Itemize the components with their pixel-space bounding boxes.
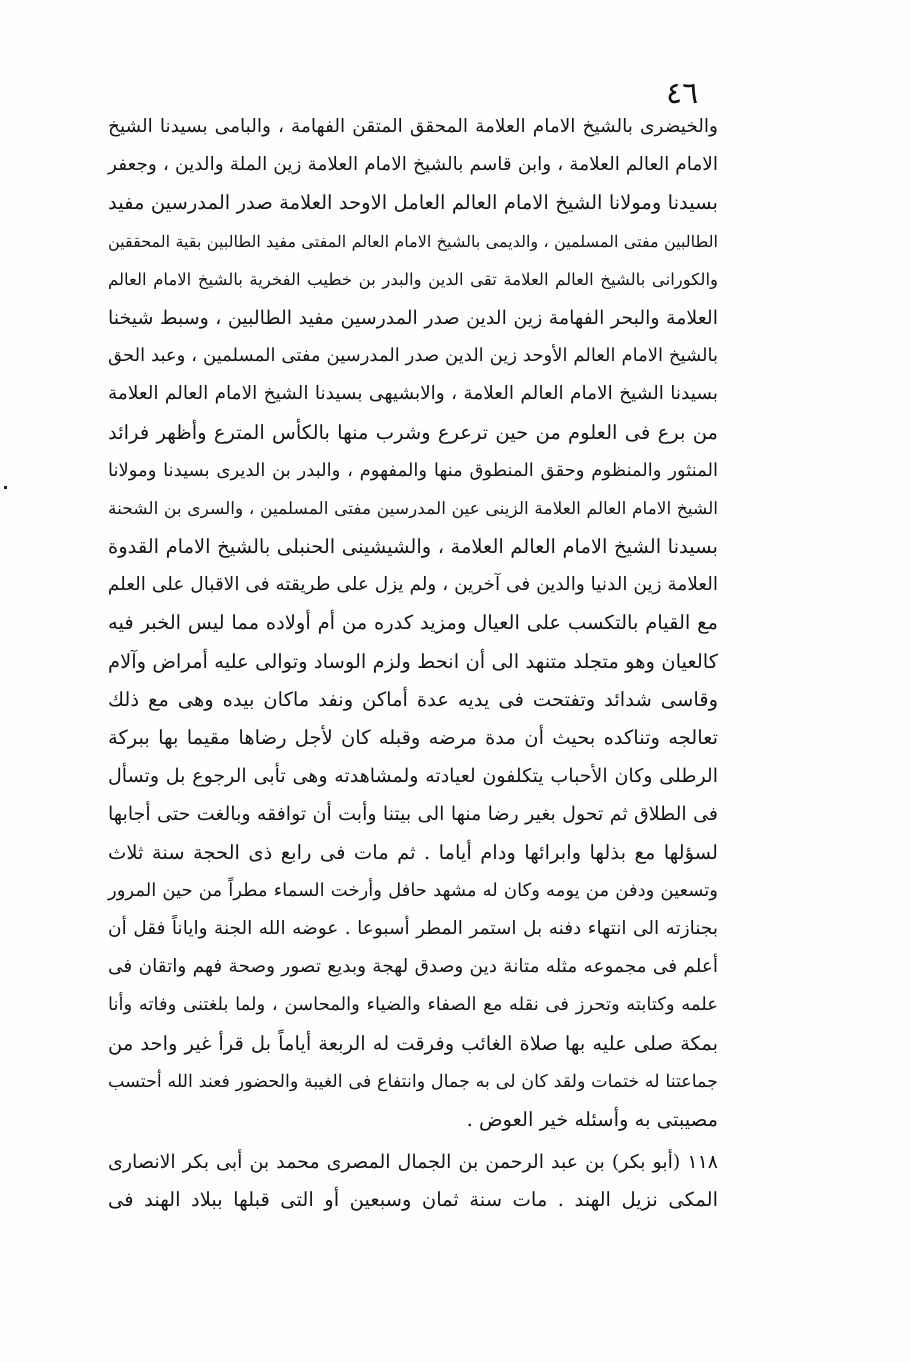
text-line: المنثور والمنظوم وحقق المنطوق منها والمفهوم ، والبدر بن الديرى بسيدنا ومولانا <box>108 459 718 481</box>
text-line: كالعيان وهو متجلد متنهد الى أن انحط ولزم الوساد وتوالى عليه أمراض وآلام <box>108 649 718 673</box>
text-line: الطالبين مفتى المسلمين ، والديمى بالشيخ الامام العالم المفتى مفيد الطالبين بقية المحققين <box>108 231 718 251</box>
text-line: العلامة والبحر الفهامة زين الدين صدر المدرسين مفيد الطالبين ، وسبط شيخنا <box>108 306 718 329</box>
text-line: تعالجه وتناكده بحيث أن مدة مرضه وقبله كان لأجل رضاها مقيما بها ببركة <box>108 726 718 749</box>
text-line: المكى نزيل الهند . مات سنة ثمان وسبعين أو التى قبلها ببلاد الهند فى <box>108 1188 718 1212</box>
text-line: لسؤلها مع بذلها وابرائها ودام أياما . ثم مات فى رابع ذى الحجة سنة ثلاث <box>108 840 718 864</box>
text-line: بالشيخ الامام العالم الأوحد زين الدين صدر المدرسين مفتى المسلمين ، وعبد الحق <box>108 345 718 367</box>
text-line: والكورانى بالشيخ العالم العلامة تقى الدين والبدر بن خطيب الفخرية بالشيخ الامام العالم <box>108 269 718 289</box>
text-line: وقاسى شدائد وتفتحت فى يديه عدة أماكن ونفد ماكان بيده وهى مع ذلك <box>108 687 718 711</box>
text-line: بسيدنا ومولانا الشيخ الامام العالم العامل الاوحد العلامة صدر المدرسين مفيد <box>108 191 718 215</box>
entry-heading-line: ١١٨ (أبو بكر) بن عبد الرحمن بن الجمال المصرى محمد بن أبى بكر الانصارى <box>108 1151 718 1174</box>
text-line: الرطلى وكان الأحباب يتكلفون لعيادته ولمشاهدته وهى تأبى الرجوع بل وتسأل <box>108 765 718 788</box>
margin-mark <box>4 486 7 489</box>
text-line: بسيدنا الشيخ الامام العالم العلامة ، والشيشينى الحنبلى بالشيخ الامام القدوة <box>108 535 718 559</box>
text-line: مع القيام بالتكسب على العيال ومزيد كدره من أم أولاده مما ليس الخبر فيه <box>108 611 718 635</box>
text-line: الشيخ الامام العالم العلامة الزينى عين المدرسين مفتى المسلمين ، والسرى بن الشحنة <box>108 498 718 519</box>
text-line: وتسعين ودفن من يومه وكان له مشهد حافل وأرخت السماء مطراً من حين المرور <box>108 879 718 901</box>
text-line: مصيبتى به وأسئله خير العوض . <box>466 1107 718 1131</box>
text-line: العلامة زين الدنيا والدين فى آخرين ، ولم يزل على طريقته فى الاقبال على العلم <box>107 574 718 596</box>
text-line: أعلم فى مجموعه مثله متانة دين وصدق لهجة وبديع تصور وصحة فهم واتقان فى <box>108 956 718 978</box>
text-line: جماعتنا له ختمات ولقد كان لى به جمال وانتفاع فى الغيبة والحضور فعند الله أحتسب <box>108 1071 718 1092</box>
text-line: فى الطلاق ثم تحول بغير رضا منها الى بيتنا وأبت أن توافقه وبالغت حتى أجابها <box>108 803 718 826</box>
text-line: بمكة صلى عليه بها صلاة الغائب وفرقت له الربعة أياماً بل قرأ غير واحد من <box>108 1031 718 1055</box>
page-body <box>108 108 718 1219</box>
text-line: من برع فى العلوم من حين ترعرع وشرب منها بالكأس المترع وأظهر فرائد <box>108 420 718 444</box>
text-line: بسيدنا الشيخ الامام العالم العلامة ، والابشيهى بسيدنا الشيخ الامام العالم العلامة <box>108 383 718 405</box>
text-line: والخيضرى بالشيخ الامام العلامة المحقق المتقن الفهامة ، والبامى بسيدنا الشيخ <box>108 116 718 137</box>
biography-paragraph <box>108 108 718 1139</box>
text-line: بجنازته الى انتهاء دفنه بل استمر المطر أسبوعا . عوضه الله الجنة واياناً فقل أن <box>108 917 718 939</box>
text-line: علمه وكتابته وتحرز فى نقله مع الصفاء والضياء والمحاسن ، ولما بلغتنى وفاته وأنا <box>108 994 718 1016</box>
page-number: ٤٦ <box>666 76 699 111</box>
text-line: الامام العالم العلامة ، وابن قاسم بالشيخ الامام العلامة زين الملة والدين ، وجعفر <box>108 154 718 176</box>
entry-118 <box>108 1143 718 1219</box>
